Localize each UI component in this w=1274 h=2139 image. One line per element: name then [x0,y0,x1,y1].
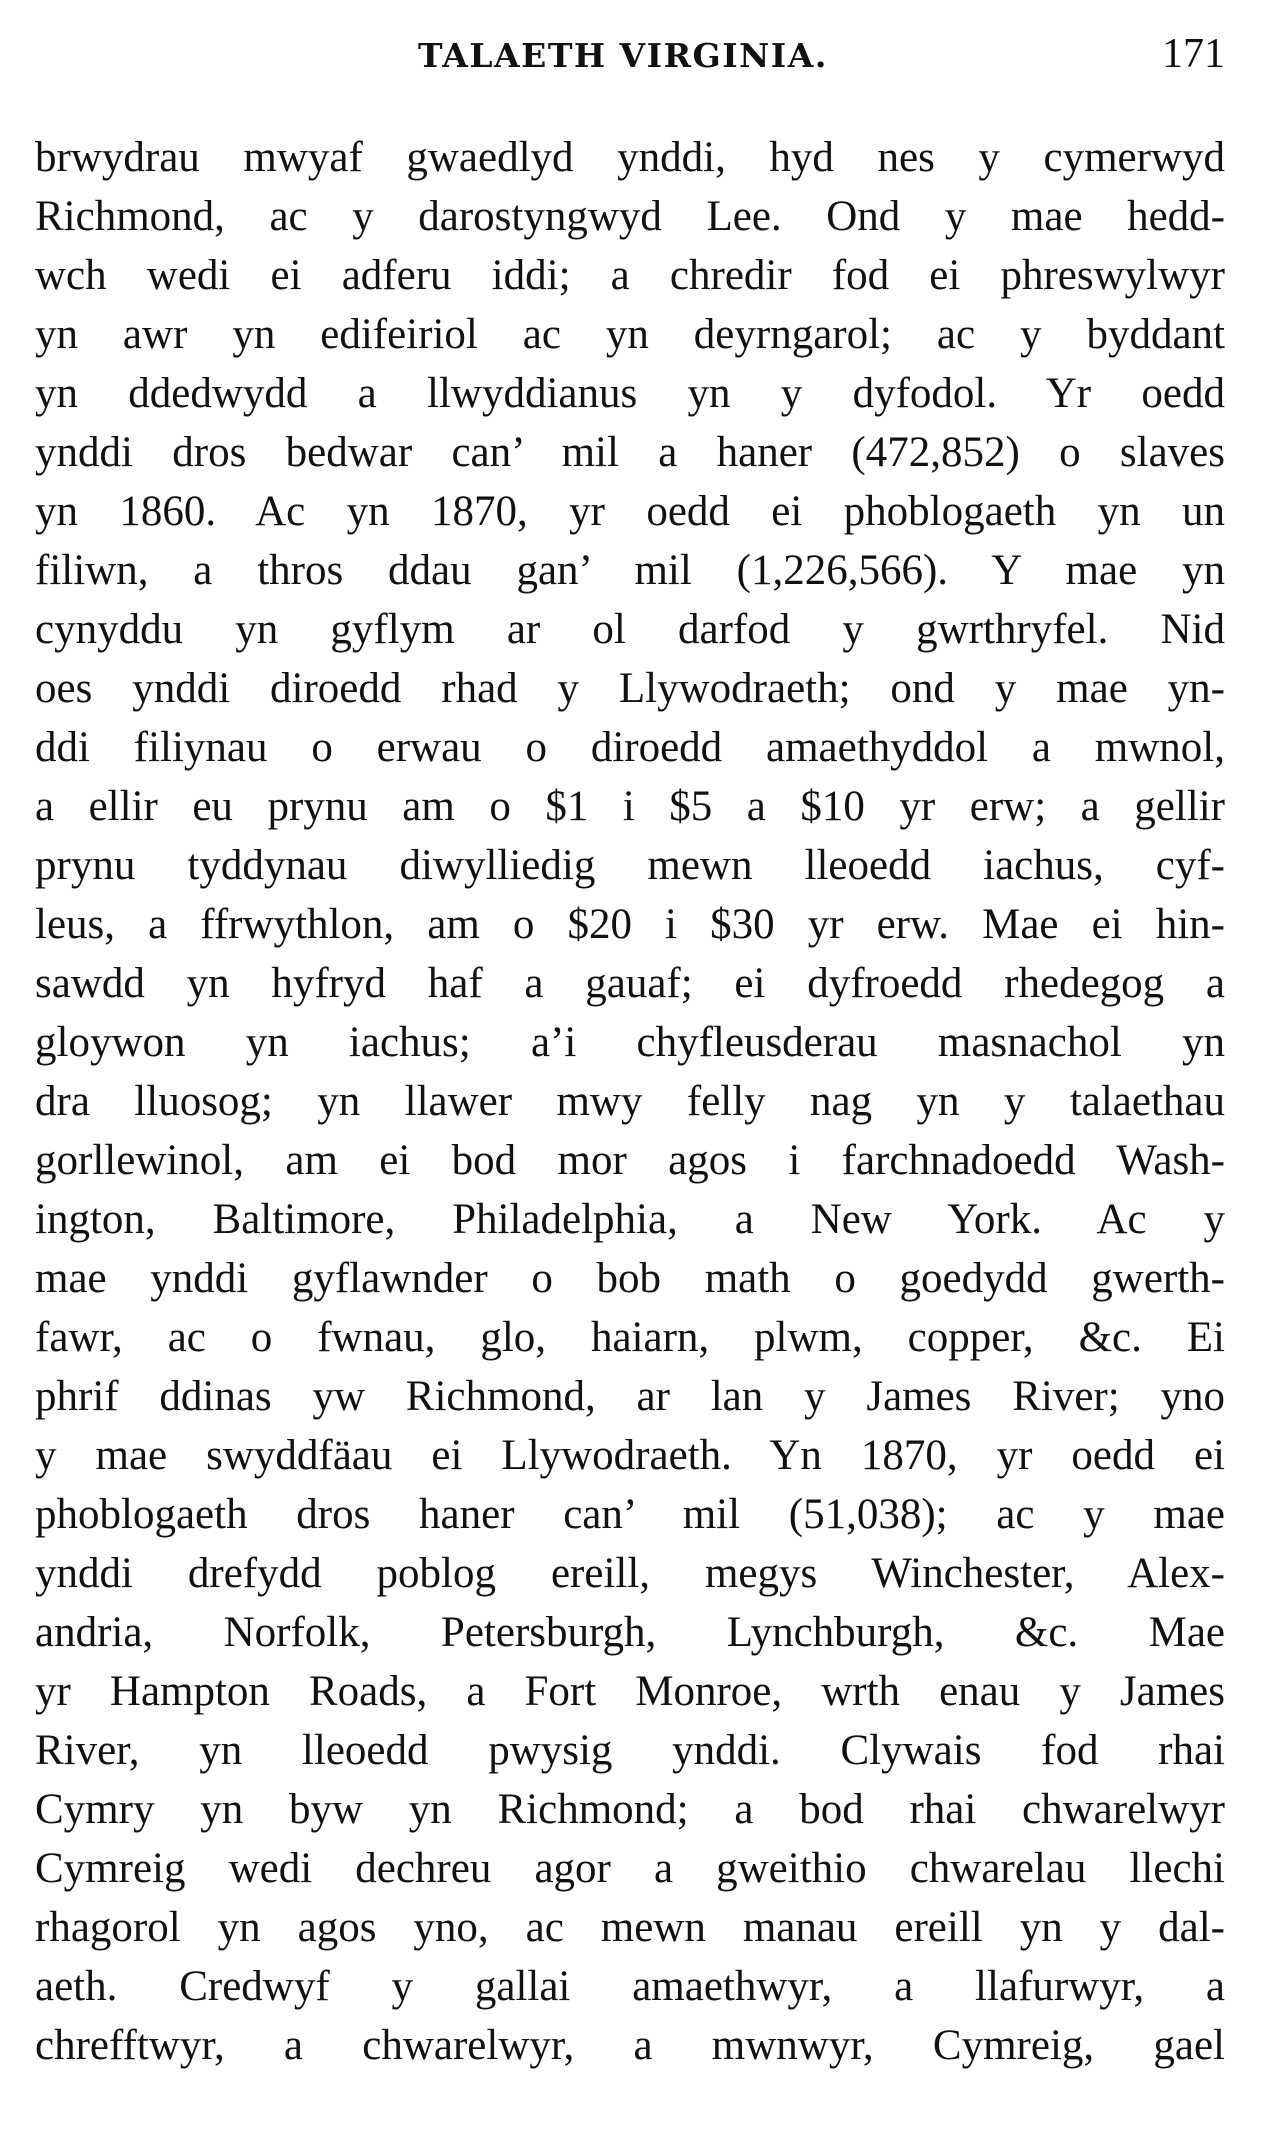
page-number: 171 [1162,31,1225,77]
text-line: leus, a ffrwythlon, am o $20 i $30 yr erw. Mae ei hin- [35,901,1225,948]
text-line: andria, Norfolk, Petersburgh, Lynchburgh, &c. Mae [35,1609,1225,1656]
text-line: mae ynddi gyflawnder o bob math o goedydd gwerth- [35,1255,1225,1302]
text-line: fawr, ac o fwnau, glo, haiarn, plwm, copper, &c. Ei [35,1314,1225,1361]
text-line: Richmond, ac y darostyngwyd Lee. Ond y mae hedd- [35,193,1225,240]
text-line: dra lluosog; yn llawer mwy felly nag yn y talaethau [35,1078,1225,1125]
text-line: gloywon yn iachus; a’i chyfleusderau masnachol yn [35,1019,1225,1066]
text-line: ynddi dros bedwar can’ mil a haner (472,852) o slaves [35,429,1225,476]
text-line: filiwn, a thros ddau gan’ mil (1,226,566). Y mae yn [35,547,1225,594]
text-line: cynyddu yn gyflym ar ol darfod y gwrthryfel. Nid [35,606,1225,653]
running-title: TALAETH VIRGINIA. [418,36,828,75]
text-line: phoblogaeth dros haner can’ mil (51,038); ac y mae [35,1491,1225,1538]
text-line: wch wedi ei adferu iddi; a chredir fod ei phreswylwyr [35,252,1225,299]
text-line: brwydrau mwyaf gwaedlyd ynddi, hyd nes y cymerwyd [35,134,1225,181]
text-line: yn ddedwydd a llwyddianus yn y dyfodol. Yr oedd [35,370,1225,417]
text-line: gorllewinol, am ei bod mor agos i farchnadoedd Wash- [35,1137,1225,1184]
text-line: ddi filiynau o erwau o diroedd amaethyddol a mwnol, [35,724,1225,771]
text-line: prynu tyddynau diwylliedig mewn lleoedd iachus, cyf- [35,842,1225,889]
text-line: yn awr yn edifeiriol ac yn deyrngarol; ac y byddant [35,311,1225,358]
text-line: ington, Baltimore, Philadelphia, a New York. Ac y [35,1196,1225,1243]
text-line: yr Hampton Roads, a Fort Monroe, wrth enau y James [35,1668,1225,1715]
page-header [35,28,1225,78]
text-line: phrif ddinas yw Richmond, ar lan y James River; yno [35,1373,1225,1420]
text-line: chrefftwyr, a chwarelwyr, a mwnwyr, Cymreig, gael [35,2022,1225,2069]
text-line: rhagorol yn agos yno, ac mewn manau ereill yn y dal- [35,1904,1225,1951]
text-line: oes ynddi diroedd rhad y Llywodraeth; ond y mae yn- [35,665,1225,712]
text-line: a ellir eu prynu am o $1 i $5 a $10 yr erw; a gellir [35,783,1225,830]
text-line: aeth. Credwyf y gallai amaethwyr, a llafurwyr, a [35,1963,1225,2010]
text-line: River, yn lleoedd pwysig ynddi. Clywais fod rhai [35,1727,1225,1774]
text-line: sawdd yn hyfryd haf a gauaf; ei dyfroedd rhedegog a [35,960,1225,1007]
text-line: yn 1860. Ac yn 1870, yr oedd ei phoblogaeth yn un [35,488,1225,535]
text-line: Cymreig wedi dechreu agor a gweithio chwarelau llechi [35,1845,1225,1892]
body-text [35,128,1225,2075]
text-line: Cymry yn byw yn Richmond; a bod rhai chwarelwyr [35,1786,1225,1833]
text-line: y mae swyddfäau ei Llywodraeth. Yn 1870, yr oedd ei [35,1432,1225,1479]
text-line: ynddi drefydd poblog ereill, megys Winchester, Alex- [35,1550,1225,1597]
